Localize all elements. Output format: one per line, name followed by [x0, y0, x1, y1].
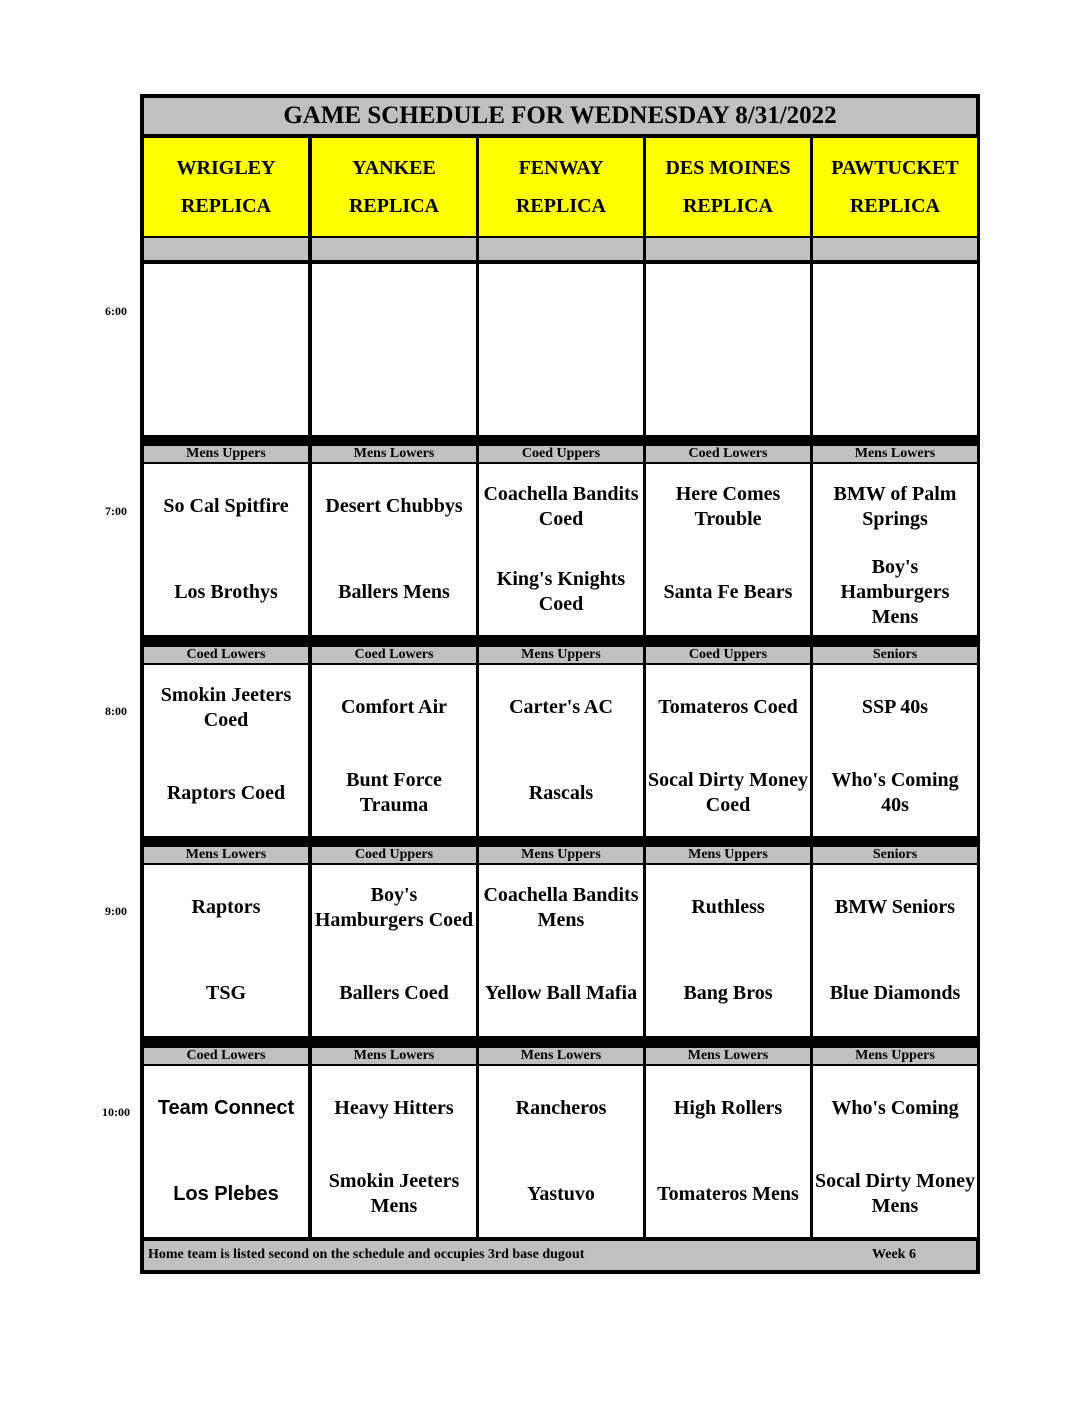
- away-team: [312, 264, 476, 350]
- game-cell: [646, 865, 810, 1036]
- header-band: [479, 238, 643, 260]
- schedule-footer: [144, 1241, 976, 1270]
- division-label: Seniors: [813, 847, 977, 863]
- team-name: Bang Bros: [683, 981, 773, 1004]
- game-cell: [144, 665, 308, 836]
- team-name: Rancheros: [515, 1097, 607, 1120]
- field-header: [312, 138, 476, 236]
- game-cell: [144, 865, 308, 1036]
- field-subname: REPLICA: [515, 195, 606, 217]
- week-label: Week 6: [872, 1247, 916, 1262]
- header-band: [646, 238, 810, 260]
- division-label: Mens Uppers: [144, 446, 308, 462]
- away-team: [813, 264, 977, 350]
- field-name: PAWTUCKET: [831, 157, 959, 179]
- time-label: 7:00: [105, 504, 127, 518]
- team-name: Yastuvo: [527, 1182, 595, 1205]
- home-team: [144, 550, 308, 636]
- team-name: SSP 40s: [861, 696, 929, 719]
- division-label: Coed Uppers: [312, 847, 476, 863]
- away-team: [646, 464, 810, 550]
- team-name: Coachella Bandits Coed: [483, 482, 639, 530]
- field-name: YANKEE: [352, 157, 436, 179]
- field-subname: REPLICA: [682, 195, 773, 217]
- team-name: Team Connect: [157, 1097, 295, 1120]
- home-team: [479, 751, 643, 837]
- away-team: [144, 264, 308, 350]
- game-cell: [144, 464, 308, 635]
- header-band: [312, 238, 476, 260]
- team-name: Smokin Jeeters Mens: [328, 1170, 460, 1218]
- home-team: [646, 751, 810, 837]
- division-label: Mens Lowers: [646, 1048, 810, 1064]
- home-team: [813, 1152, 977, 1238]
- game-cell: [646, 264, 810, 435]
- division-label: Mens Lowers: [312, 1048, 476, 1064]
- game-cell: [813, 865, 977, 1036]
- game-cell: [144, 264, 308, 435]
- team-name: Bunt Force Trauma: [346, 769, 442, 817]
- division-label: Coed Lowers: [144, 647, 308, 663]
- time-label: 6:00: [105, 304, 127, 318]
- team-name: Carter's AC: [509, 696, 613, 719]
- away-team: [479, 665, 643, 751]
- game-cell: [813, 1066, 977, 1237]
- division-label: Mens Lowers: [813, 446, 977, 462]
- home-team: [312, 751, 476, 837]
- header-band: [813, 238, 977, 260]
- team-name: Coachella Bandits Mens: [483, 883, 639, 931]
- game-cell: [312, 464, 476, 635]
- home-team: [646, 951, 810, 1037]
- game-cell: [479, 665, 643, 836]
- home-team: [312, 550, 476, 636]
- team-name: Smokin Jeeters Coed: [160, 683, 292, 731]
- away-team: [479, 865, 643, 951]
- home-team: [479, 951, 643, 1037]
- division-label: Seniors: [813, 647, 977, 663]
- away-team: [813, 464, 977, 550]
- team-name: Santa Fe Bears: [663, 580, 793, 603]
- division-label: Mens Uppers: [646, 847, 810, 863]
- away-team: [646, 1066, 810, 1152]
- game-cell: [479, 464, 643, 635]
- game-cell: [813, 464, 977, 635]
- field-header: [144, 138, 308, 236]
- team-name: Who's Coming 40s: [831, 769, 959, 817]
- game-cell: [312, 1066, 476, 1237]
- home-team: [479, 1152, 643, 1238]
- home-team: [479, 550, 643, 636]
- division-label: Coed Lowers: [144, 1048, 308, 1064]
- division-label: Mens Lowers: [312, 446, 476, 462]
- division-label: Coed Uppers: [479, 446, 643, 462]
- team-name: Raptors Coed: [166, 781, 286, 804]
- game-cell: [312, 264, 476, 435]
- team-name: BMW Seniors: [834, 896, 956, 919]
- away-team: [646, 264, 810, 350]
- game-cell: [479, 1066, 643, 1237]
- division-label: Mens Uppers: [479, 847, 643, 863]
- away-team: [813, 1066, 977, 1152]
- team-name: Ballers Mens: [338, 580, 450, 603]
- division-label: Mens Lowers: [144, 847, 308, 863]
- home-team: [312, 1152, 476, 1238]
- away-team: [646, 865, 810, 951]
- game-cell: [813, 264, 977, 435]
- time-label: 9:00: [105, 904, 127, 918]
- home-team: [144, 751, 308, 837]
- team-name: King's Knights Coed: [496, 568, 626, 616]
- team-name: Tomateros Mens: [657, 1182, 799, 1205]
- game-cell: [479, 865, 643, 1036]
- team-name: Ruthless: [691, 896, 765, 919]
- away-team: [813, 865, 977, 951]
- team-name: Rascals: [528, 781, 594, 804]
- away-team: [646, 665, 810, 751]
- team-name: TSG: [205, 981, 247, 1004]
- away-team: [312, 665, 476, 751]
- game-cell: [144, 1066, 308, 1237]
- schedule-title: GAME SCHEDULE FOR WEDNESDAY 8/31/2022: [144, 98, 976, 134]
- field-name: FENWAY: [518, 157, 604, 179]
- home-team: [144, 1152, 308, 1238]
- team-name: BMW of Palm Springs: [833, 482, 957, 530]
- field-header: [646, 138, 810, 236]
- away-team: [479, 1066, 643, 1152]
- game-cell: [646, 665, 810, 836]
- game-cell: [646, 1066, 810, 1237]
- division-label: Mens Uppers: [813, 1048, 977, 1064]
- field-header: [479, 138, 643, 236]
- field-name: DES MOINES: [665, 157, 791, 179]
- away-team: [144, 865, 308, 951]
- game-cell: [646, 464, 810, 635]
- game-cell: [312, 665, 476, 836]
- field-header: [813, 138, 977, 236]
- team-name: Ballers Coed: [339, 981, 449, 1004]
- away-team: [144, 665, 308, 751]
- team-name: Comfort Air: [340, 696, 448, 719]
- away-team: [479, 464, 643, 550]
- team-name: Blue Diamonds: [829, 981, 961, 1004]
- team-name: Who's Coming: [831, 1097, 959, 1120]
- team-name: Los Plebes: [173, 1182, 279, 1205]
- team-name: Boy's Hamburgers Coed: [314, 883, 474, 931]
- division-label: Coed Lowers: [646, 446, 810, 462]
- game-cell: [312, 865, 476, 1036]
- home-team: [312, 951, 476, 1037]
- team-name: Yellow Ball Mafia: [484, 981, 638, 1004]
- division-label: Mens Lowers: [479, 1048, 643, 1064]
- away-team: [312, 1066, 476, 1152]
- away-team: [144, 1066, 308, 1152]
- header-band: [144, 238, 308, 260]
- division-label: Mens Uppers: [479, 647, 643, 663]
- home-team: [144, 951, 308, 1037]
- home-team: [813, 951, 977, 1037]
- home-team: [646, 350, 810, 436]
- home-team: [144, 350, 308, 436]
- away-team: [144, 464, 308, 550]
- team-name: Socal Dirty Money Mens: [815, 1170, 975, 1218]
- field-subname: REPLICA: [348, 195, 439, 217]
- team-name: Desert Chubbys: [325, 495, 463, 518]
- division-label: Coed Uppers: [646, 647, 810, 663]
- home-team: [312, 350, 476, 436]
- home-team: [813, 550, 977, 636]
- field-subname: REPLICA: [849, 195, 940, 217]
- away-team: [813, 665, 977, 751]
- team-name: Heavy Hitters: [334, 1097, 454, 1120]
- team-name: Los Brothys: [174, 580, 278, 603]
- away-team: [312, 464, 476, 550]
- game-cell: [813, 665, 977, 836]
- away-team: [479, 264, 643, 350]
- footer-note: Home team is listed second on the schedule and occupies 3rd base dugout: [148, 1247, 585, 1262]
- team-name: Here Comes Trouble: [675, 482, 781, 530]
- team-name: So Cal Spitfire: [163, 495, 289, 518]
- team-name: Boy's Hamburgers Mens: [840, 555, 950, 628]
- schedule-table: [140, 94, 980, 1274]
- team-name: Raptors: [191, 896, 261, 919]
- time-label: 10:00: [102, 1105, 130, 1119]
- game-cell: [479, 264, 643, 435]
- field-subname: REPLICA: [180, 195, 271, 217]
- division-label: Coed Lowers: [312, 647, 476, 663]
- time-label: 8:00: [105, 704, 127, 718]
- away-team: [312, 865, 476, 951]
- home-team: [646, 1152, 810, 1238]
- team-name: Socal Dirty Money Coed: [648, 769, 808, 817]
- home-team: [813, 350, 977, 436]
- field-name: WRIGLEY: [176, 157, 276, 179]
- home-team: [646, 550, 810, 636]
- team-name: High Rollers: [673, 1097, 783, 1120]
- home-team: [813, 751, 977, 837]
- team-name: Tomateros Coed: [658, 696, 798, 719]
- home-team: [479, 350, 643, 436]
